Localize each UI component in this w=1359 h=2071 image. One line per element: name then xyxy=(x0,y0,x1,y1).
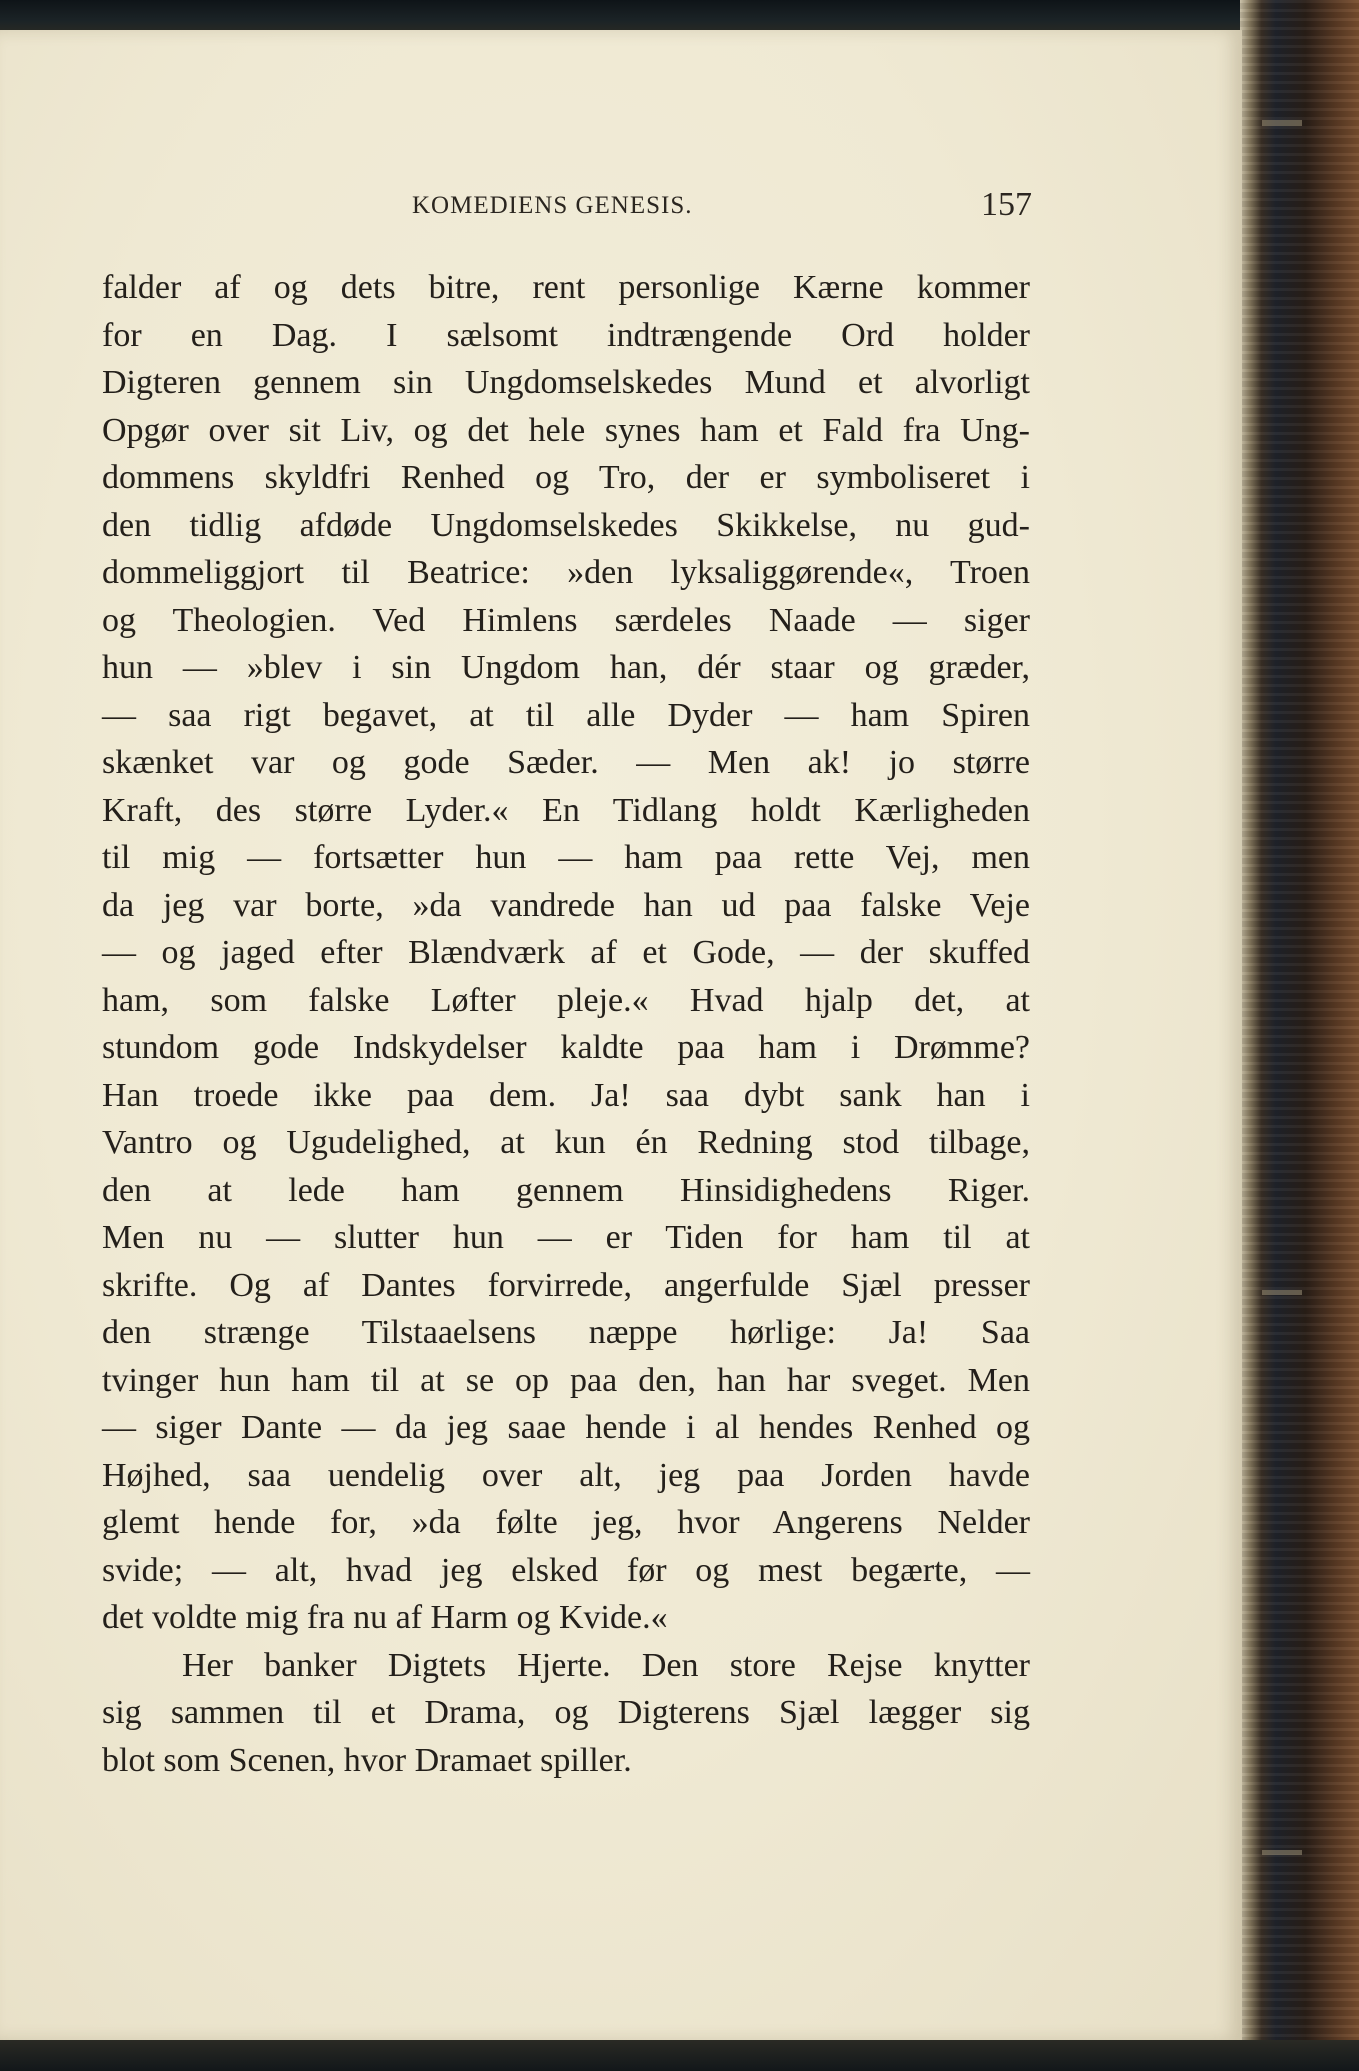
text-line: — saa rigt begavet, at til alle Dyder — ham Spiren xyxy=(102,696,1030,734)
text-line: det voldte mig fra nu af Harm og Kvide.« xyxy=(102,1599,668,1636)
paragraph xyxy=(102,264,1030,1642)
text-line: Han troede ikke paa dem. Ja! saa dybt sank han i xyxy=(102,1076,1030,1114)
text-line: til mig — fortsætter hun — ham paa rette Vej, men xyxy=(102,839,1030,876)
body-text xyxy=(102,264,1030,1784)
spine-band xyxy=(1262,1290,1302,1295)
text-line: den tidlig afdøde Ungdomselskedes Skikkelse, nu gud- xyxy=(102,506,1030,544)
spine-band xyxy=(1262,120,1302,126)
text-line: Men nu — slutter hun — er Tiden for ham til at xyxy=(102,1219,1030,1256)
text-line: glemt hende for, »da følte jeg, hvor Angerens Nelder xyxy=(102,1504,1030,1541)
text-line: skænket var og gode Sæder. — Men ak! jo større xyxy=(102,744,1030,781)
text-line: stundom gode Indskydelser kaldte paa ham i Drømme? xyxy=(102,1029,1030,1066)
text-line: falder af og dets bitre, rent personlige Kærne kommer xyxy=(102,269,1030,306)
text-line: Digteren gennem sin Ungdomselskedes Mund et alvorligt xyxy=(102,364,1030,401)
book-spine xyxy=(1240,0,1359,2071)
paragraph xyxy=(102,1642,1030,1785)
text-line: ham, som falske Løfter pleje.« Hvad hjalp det, at xyxy=(102,981,1030,1019)
text-line: den strænge Tilstaaelsens næppe hørlige: Ja! Saa xyxy=(102,1314,1030,1351)
text-line: da jeg var borte, »da vandrede han ud paa falske Veje xyxy=(102,886,1030,924)
text-line: tvinger hun ham til at se op paa den, han har sveget. Men xyxy=(102,1361,1030,1399)
text-line: for en Dag. I sælsomt indtrængende Ord holder xyxy=(102,316,1030,354)
text-line: Kraft, des større Lyder.« En Tidlang holdt Kærligheden xyxy=(102,791,1030,829)
text-line: — og jaged efter Blændværk af et Gode, — der skuffed xyxy=(102,934,1030,971)
text-line: Opgør over sit Liv, og det hele synes ham et Fald fra Ung- xyxy=(102,411,1030,449)
bottom-page-edge xyxy=(0,2040,1359,2071)
text-line: blot som Scenen, hvor Dramaet spiller. xyxy=(102,1741,632,1779)
text-line: og Theologien. Ved Himlens særdeles Naade — siger xyxy=(102,601,1030,639)
text-line: sig sammen til et Drama, og Digterens Sjæl lægger sig xyxy=(102,1694,1030,1731)
running-head xyxy=(0,186,1242,230)
text-line: Højhed, saa uendelig over alt, jeg paa Jorden havde xyxy=(102,1456,1030,1494)
text-line: svide; — alt, hvad jeg elsked før og mest begærte, — xyxy=(102,1551,1030,1589)
text-line: Her banker Digtets Hjerte. Den store Rejse knytter xyxy=(182,1646,1030,1684)
page-number: 157 xyxy=(981,186,1032,223)
text-line: den at lede ham gennem Hinsidighedens Riger. xyxy=(102,1171,1030,1209)
text-line: hun — »blev i sin Ungdom han, dér staar og græder, xyxy=(102,649,1030,686)
chapter-title: KOMEDIENS GENESIS. xyxy=(412,192,693,219)
text-line: — siger Dante — da jeg saae hende i al hendes Renhed og xyxy=(102,1409,1030,1446)
text-line: dommeliggjort til Beatrice: »den lyksaliggørende«, Troen xyxy=(102,554,1030,591)
text-line: skrifte. Og af Dantes forvirrede, angerfulde Sjæl presser xyxy=(102,1266,1030,1304)
spine-band xyxy=(1262,1850,1302,1855)
top-page-edge xyxy=(0,0,1359,34)
text-line: dommens skyldfri Renhed og Tro, der er symboliseret i xyxy=(102,459,1030,496)
text-line: Vantro og Ugudelighed, at kun én Redning stod tilbage, xyxy=(102,1124,1030,1161)
